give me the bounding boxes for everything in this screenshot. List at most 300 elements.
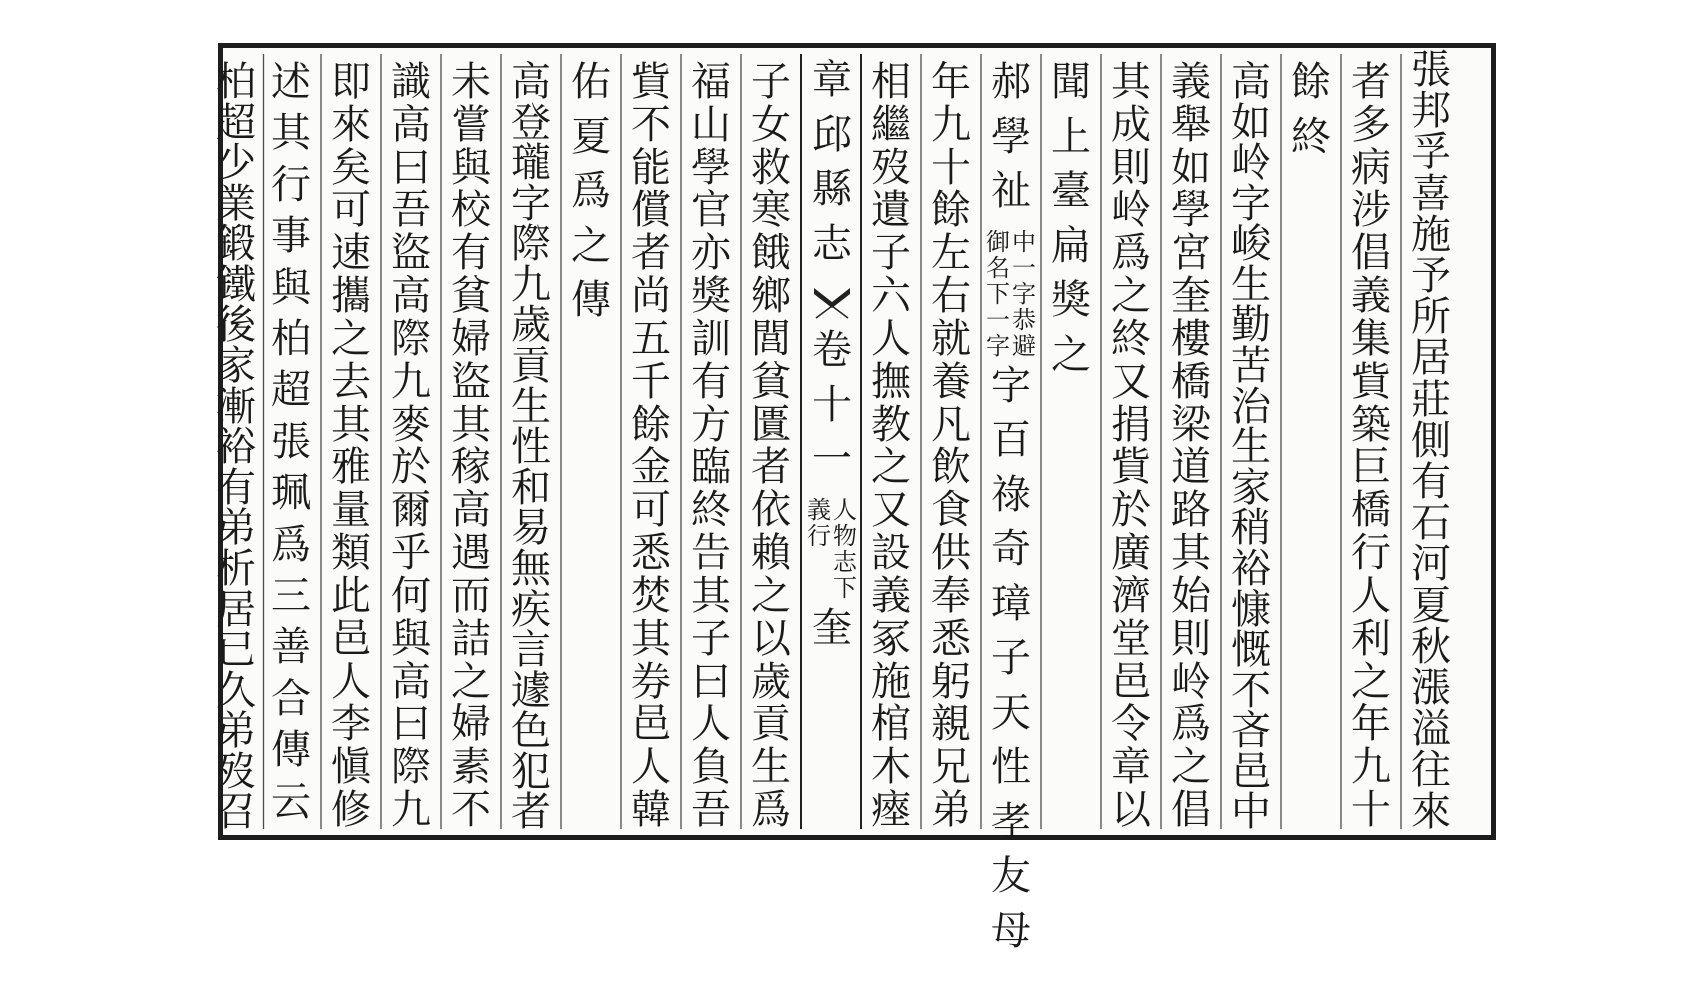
- note-line-1: [1011, 227, 1037, 360]
- text-column-char: 以: [1111, 787, 1151, 834]
- banner-page-char: 奎: [812, 604, 852, 651]
- text-column-char: 繼: [871, 101, 911, 148]
- text-column-char: 以: [751, 615, 791, 662]
- text-column-char: 梁: [1171, 401, 1211, 448]
- text-column-char: 和: [511, 464, 551, 511]
- text-column-char: 女: [751, 101, 791, 148]
- text-column-char: 吝: [1231, 708, 1271, 755]
- text-column-char: 食: [931, 487, 971, 534]
- text-column-char: 遇: [451, 530, 491, 577]
- text-column-char: 與: [451, 144, 491, 191]
- text-column-char: 居: [216, 586, 256, 633]
- text-column: [209, 50, 263, 836]
- banner-section-char: 志: [833, 547, 857, 576]
- text-column: [924, 50, 978, 833]
- text-column-char: 貲: [1111, 444, 1151, 491]
- text-column-char: 河: [1411, 541, 1451, 588]
- text-column-char: 修: [331, 787, 371, 834]
- text-column-char: 親: [931, 701, 971, 748]
- text-column-char: 學: [1171, 187, 1211, 234]
- text-column-char: 孚: [1411, 129, 1451, 176]
- text-column: [684, 50, 738, 833]
- text-column-char: 終: [1111, 315, 1151, 362]
- text-column-char: 歲: [511, 302, 551, 349]
- text-column-char: 令: [1111, 701, 1151, 748]
- text-column-char: 邑: [1111, 658, 1151, 705]
- text-column-char: 有: [451, 230, 491, 277]
- text-column-char: 述: [271, 59, 311, 105]
- text-column-char: 少: [216, 140, 256, 187]
- banner-section-char: 下: [833, 573, 857, 602]
- mixed-char: 祿: [991, 471, 1031, 518]
- text-column-char: 九: [931, 101, 971, 148]
- text-column-char: 九: [1351, 744, 1391, 791]
- text-column-char: 事: [271, 213, 311, 260]
- text-column-char: 行: [1351, 530, 1391, 577]
- note-char: 中: [1012, 227, 1036, 256]
- text-column-char: 爲: [571, 168, 611, 214]
- text-column-char: 集: [1351, 315, 1391, 362]
- text-column-char: 去: [331, 358, 371, 405]
- note-char: 字: [1012, 279, 1036, 308]
- text-column-char: 鄉: [751, 273, 791, 320]
- text-column-char: 濟: [1111, 572, 1151, 619]
- banner-title-char: 邱: [812, 111, 852, 158]
- mixed-char: 百: [991, 417, 1031, 463]
- text-column-char: 宮: [1171, 230, 1211, 277]
- text-column-char: 訓: [691, 315, 731, 362]
- note-char: 避: [1012, 331, 1036, 360]
- mixed-char: 友: [991, 853, 1031, 899]
- note-char: 字: [986, 331, 1010, 360]
- note-char: 名: [986, 253, 1010, 282]
- banner-title-char: 志: [812, 220, 852, 267]
- text-column-char: 生: [1231, 261, 1271, 308]
- banner-section-char: 人: [833, 495, 857, 524]
- text-column-char: 高: [391, 658, 431, 705]
- text-column-char: 如: [1171, 144, 1211, 191]
- text-column-char: 登: [511, 99, 551, 146]
- text-column-char: 傳: [571, 277, 611, 323]
- text-column-char: 貧: [451, 273, 491, 320]
- text-column-char: 量: [331, 487, 371, 534]
- text-column-char: 多: [1351, 101, 1391, 148]
- text-column-char: 犯: [511, 748, 551, 795]
- text-column-char: 傳: [271, 727, 311, 774]
- text-column-char: 高: [391, 101, 431, 148]
- page-number: [804, 604, 860, 663]
- text-column-char: 張: [271, 418, 311, 465]
- text-column: [744, 50, 798, 833]
- text-column-char: 終: [1291, 113, 1331, 160]
- text-column-char: 超: [271, 367, 311, 414]
- text-column-char: 利: [1351, 615, 1391, 662]
- text-column-char: 樓: [1171, 315, 1211, 362]
- text-column-char: 飲: [931, 444, 971, 491]
- text-column-char: 高: [1231, 59, 1271, 105]
- text-column-char: 焚: [631, 572, 671, 619]
- text-column: [1344, 50, 1398, 833]
- text-column-char: 能: [631, 144, 671, 191]
- text-column-char: 餘: [631, 401, 671, 448]
- text-column-char: 弟: [216, 708, 256, 755]
- banner-volume-char: 卷: [812, 327, 852, 373]
- text-column-char: 溢: [1411, 706, 1451, 753]
- text-column-char: 邑: [631, 701, 671, 748]
- banner-section-char: 行: [807, 521, 831, 550]
- text-column-char: 人: [1351, 572, 1391, 619]
- text-column-char: 有: [691, 358, 731, 405]
- text-column-char: 人: [871, 315, 911, 362]
- text-column-char: 人: [691, 701, 731, 748]
- text-column-char: 速: [331, 230, 371, 277]
- text-column-char: 吾: [691, 787, 731, 834]
- text-column-char: 攜: [331, 273, 371, 320]
- text-column-char: 官: [691, 187, 731, 234]
- text-column-char: 負: [691, 744, 731, 791]
- text-column-char: 生: [511, 383, 551, 430]
- text-column-char: 超: [216, 99, 256, 146]
- text-column-char: 三: [271, 573, 311, 620]
- text-column-char: 餘: [931, 187, 971, 234]
- text-column-char: 亦: [691, 230, 731, 277]
- text-column-char: 言: [511, 627, 551, 674]
- text-column-char: 義: [1351, 273, 1391, 320]
- banner-section-char: 義: [807, 495, 831, 524]
- text-column-char: 可: [331, 187, 371, 234]
- text-column-char: 行: [271, 161, 311, 208]
- text-column-char: 餘: [1291, 59, 1331, 105]
- text-column-char: 九: [391, 787, 431, 834]
- text-column-char: 凡: [931, 401, 971, 448]
- text-column-char: 人: [631, 744, 671, 791]
- text-column-char: 之: [751, 572, 791, 619]
- text-column-char: 之: [871, 444, 911, 491]
- volume-label: [804, 327, 860, 494]
- text-column: [444, 50, 498, 833]
- text-column-char: 者: [511, 789, 551, 836]
- mixed-char: 奇: [991, 526, 1031, 572]
- text-column-char: 與: [271, 264, 311, 311]
- text-column-char: 李: [331, 701, 371, 748]
- text-column-char: 其: [1111, 59, 1151, 105]
- text-column-char: 臨: [691, 444, 731, 491]
- text-column-char: 五: [631, 315, 671, 362]
- text-column-char: 學: [691, 144, 731, 191]
- text-column-char: 寒: [751, 187, 791, 234]
- text-column-char: 於: [391, 444, 431, 491]
- text-column-char: 貧: [751, 358, 791, 405]
- text-column-char: 就: [931, 315, 971, 362]
- text-column-char: 岭: [1171, 658, 1211, 705]
- text-column-char: 秋: [1411, 623, 1451, 670]
- gazetteer-title: [804, 57, 860, 278]
- text-column-char: 堂: [1111, 615, 1151, 662]
- text-column-char: 餓: [751, 230, 791, 277]
- text-column-char: 佑: [571, 59, 611, 105]
- text-column-char: 疾: [511, 586, 551, 633]
- text-column-char: 躬: [931, 658, 971, 705]
- text-column: [1284, 50, 1338, 833]
- text-column-char: 矣: [331, 144, 371, 191]
- text-column-char: 奎: [1171, 273, 1211, 320]
- text-column-char: 類: [331, 530, 371, 577]
- text-column-char: 後: [216, 302, 256, 349]
- text-column-char: 石: [1411, 500, 1451, 547]
- text-column-char: 右: [931, 273, 971, 320]
- text-column-char: 乎: [391, 530, 431, 577]
- book-page: [216, 43, 1496, 954]
- text-column-char: 裕: [1231, 545, 1271, 592]
- text-column-char: 歿: [216, 748, 256, 795]
- text-column-char: 云: [271, 778, 311, 825]
- text-column-char: 岭: [1111, 187, 1151, 234]
- text-column-char: 依: [751, 487, 791, 534]
- text-column-char: 供: [931, 530, 971, 577]
- text-column-char: 福: [691, 59, 731, 105]
- text-column-char: 告: [691, 530, 731, 577]
- text-column-char: 往: [1411, 747, 1451, 794]
- text-column-char: 子: [871, 230, 911, 277]
- text-column-char: 居: [1411, 335, 1451, 382]
- text-column-char: 善: [271, 624, 311, 671]
- text-column-char: 張: [1411, 47, 1451, 93]
- text-column-char: 倡: [1171, 787, 1211, 834]
- text-column-char: 橋: [1171, 358, 1211, 405]
- text-column-char: 扁: [1051, 222, 1091, 269]
- text-column-char: 合: [271, 675, 311, 722]
- text-column-char: 成: [1111, 101, 1151, 148]
- text-column-char: 夏: [1411, 582, 1451, 629]
- text-column-char: 人: [331, 658, 371, 705]
- text-column-char: 之: [1111, 273, 1151, 320]
- text-column-char: 上: [1051, 113, 1091, 160]
- text-column-char: 曰: [691, 658, 731, 705]
- text-column-char: 歲: [751, 658, 791, 705]
- mixed-char: 孝: [991, 798, 1031, 845]
- text-column-char: 高: [391, 273, 431, 320]
- text-column: [624, 50, 678, 833]
- text-column-char: 章: [1111, 744, 1151, 791]
- text-column-char: 十: [1351, 787, 1391, 834]
- text-column: [1104, 50, 1158, 833]
- text-column-char: 舉: [1171, 101, 1211, 148]
- text-column-char: 生: [1231, 424, 1271, 471]
- text-column-char: 之: [571, 222, 611, 269]
- text-column-char: 邑: [1231, 748, 1271, 795]
- text-column-char: 弟: [216, 505, 256, 552]
- mixed-big-text-2: [984, 362, 1038, 966]
- mixed-char: 郝: [991, 59, 1031, 105]
- text-column-char: 盜: [391, 230, 431, 277]
- text-column-char: 婦: [451, 701, 491, 748]
- text-column-char: 貢: [751, 701, 791, 748]
- text-column-char: 際: [391, 315, 431, 362]
- text-column-char: 於: [1111, 487, 1151, 534]
- text-column-char: 獎: [1051, 277, 1091, 323]
- section-label: [806, 495, 858, 602]
- text-column: [384, 50, 438, 833]
- text-column-char: 千: [631, 358, 671, 405]
- text-column-char: 鐵: [216, 261, 256, 308]
- text-column-char: 側: [1411, 417, 1451, 464]
- text-column-char: 券: [631, 658, 671, 705]
- text-column-char: 其: [451, 401, 491, 448]
- text-column-char: 教: [871, 401, 911, 448]
- text-column-char: 遺: [871, 187, 911, 234]
- text-column-char: 家: [216, 343, 256, 390]
- text-column-char: 義: [1171, 59, 1211, 105]
- text-column-char: 年: [1351, 701, 1391, 748]
- text-column-char: 爲: [271, 521, 311, 568]
- note-char: 下: [986, 279, 1010, 308]
- text-column-char: 六: [871, 273, 911, 320]
- text-column-char: 病: [1351, 144, 1391, 191]
- text-column-char: 橋: [1351, 487, 1391, 534]
- text-column-char: 木: [871, 744, 911, 791]
- text-column-char: 之: [451, 658, 491, 705]
- text-column-char: 久: [216, 667, 256, 714]
- text-column-char: 慷: [1231, 586, 1271, 633]
- text-column-char: 與: [391, 615, 431, 662]
- text-column-char: 高: [451, 487, 491, 534]
- text-column-char: 瘞: [871, 787, 911, 834]
- text-column-char: 來: [331, 101, 371, 148]
- text-column: [864, 50, 918, 833]
- text-column-char: 施: [871, 658, 911, 705]
- text-column-char: 棺: [871, 701, 911, 748]
- text-column-char: 子: [691, 615, 731, 662]
- text-column-char: 字: [511, 180, 551, 227]
- text-column-char: 悉: [631, 530, 671, 577]
- text-column-char: 閭: [751, 315, 791, 362]
- text-column-char: 九: [511, 261, 551, 308]
- text-column-char: 稼: [451, 444, 491, 491]
- text-column-char: 生: [751, 744, 791, 791]
- text-column: [504, 50, 558, 836]
- text-column-char: 匱: [751, 401, 791, 448]
- text-column-char: 易: [511, 505, 551, 552]
- text-column: [324, 50, 378, 833]
- text-column-char: 倡: [1351, 230, 1391, 277]
- text-column-char: 峻: [1231, 221, 1271, 268]
- text-column-char: 婦: [451, 315, 491, 362]
- text-column-char: 識: [391, 59, 431, 105]
- section-line-1: [832, 495, 858, 602]
- text-column-char: 莊: [1411, 376, 1451, 423]
- text-column: [1404, 47, 1458, 835]
- mixed-char: 天: [991, 689, 1031, 736]
- note-line-2: [985, 227, 1011, 360]
- mixed-big-text-1: [984, 59, 1038, 226]
- note-char: 御: [986, 227, 1010, 256]
- text-column-char: 悉: [931, 615, 971, 662]
- text-column-char: 吾: [391, 187, 431, 234]
- mixed-char: 祉: [991, 168, 1031, 214]
- text-column-char: 色: [511, 708, 551, 755]
- text-column-char: 際: [511, 221, 551, 268]
- text-column-char: 召: [216, 789, 256, 836]
- mixed-char: 子: [991, 635, 1031, 681]
- banner-section-char: 物: [833, 521, 857, 550]
- text-column-char: 漲: [1411, 665, 1451, 712]
- text-column-char: 則: [1171, 615, 1211, 662]
- text-column: [1044, 50, 1098, 833]
- text-column-hao-xuezhi: [984, 50, 1038, 954]
- mixed-char: 性: [991, 744, 1031, 790]
- text-column-char: 者: [1351, 59, 1391, 105]
- note-char: 恭: [1012, 305, 1036, 334]
- banner-volume-char: 十: [812, 381, 852, 428]
- text-column-char: 爾: [391, 487, 431, 534]
- text-column-char: 苦: [1231, 343, 1271, 390]
- text-column-char: 子: [751, 59, 791, 105]
- banner-volume-char: 一: [812, 436, 852, 482]
- fishtail-ornament-icon: [812, 286, 852, 320]
- double-line-note: [985, 227, 1037, 360]
- mixed-char: 字: [991, 362, 1031, 409]
- text-column-char: 之: [1051, 331, 1091, 378]
- text-column-char: 而: [451, 572, 491, 619]
- text-column-char: 償: [631, 187, 671, 234]
- text-column-char: 柏: [216, 59, 256, 105]
- text-column-char: 高: [511, 59, 551, 105]
- text-column-char: 設: [871, 530, 911, 577]
- text-column-char: 慨: [1231, 627, 1271, 674]
- text-column-char: 山: [691, 101, 731, 148]
- text-column-char: 年: [931, 59, 971, 105]
- mixed-char: 母: [991, 907, 1031, 954]
- text-column-char: 相: [871, 59, 911, 105]
- text-column-char: 之: [331, 315, 371, 362]
- text-column-char: 曰: [391, 144, 431, 191]
- text-column-char: 其: [331, 401, 371, 448]
- text-column-char: 爲: [751, 787, 791, 834]
- text-column-char: 爲: [1171, 701, 1211, 748]
- text-column-char: 業: [216, 180, 256, 227]
- text-column-char: 其: [1171, 530, 1211, 577]
- text-column-char: 終: [691, 487, 731, 534]
- text-column-char: 已: [216, 627, 256, 674]
- text-column-char: 何: [391, 572, 431, 619]
- text-column-char: 所: [1411, 294, 1451, 341]
- text-column-char: 不: [1231, 667, 1271, 714]
- text-column-char: 雅: [331, 444, 371, 491]
- mixed-char: 學: [991, 113, 1031, 160]
- text-column-char: 詰: [451, 615, 491, 662]
- text-column-char: 予: [1411, 253, 1451, 300]
- text-column-char: 瓏: [511, 140, 551, 187]
- text-column-char: 則: [1111, 144, 1151, 191]
- text-column-char: 柏: [271, 316, 311, 363]
- text-column-char: 不: [631, 101, 671, 148]
- text-column-char: 此: [331, 572, 371, 619]
- text-column-char: 邑: [331, 615, 371, 662]
- text-column-char: 其: [691, 572, 731, 619]
- note-char: 一: [1012, 253, 1036, 282]
- text-column-char: 之: [1171, 744, 1211, 791]
- text-column-char: 九: [391, 358, 431, 405]
- text-column-char: 岭: [1231, 140, 1271, 187]
- text-column-char: 金: [631, 444, 671, 491]
- banner-title-char: 縣: [812, 166, 852, 212]
- text-column-char: 嘗: [451, 101, 491, 148]
- text-column-char: 其: [271, 110, 311, 157]
- text-column-char: 性: [511, 424, 551, 471]
- text-column-char: 養: [931, 358, 971, 405]
- text-column-char: 奉: [931, 572, 971, 619]
- text-column-char: 撫: [871, 358, 911, 405]
